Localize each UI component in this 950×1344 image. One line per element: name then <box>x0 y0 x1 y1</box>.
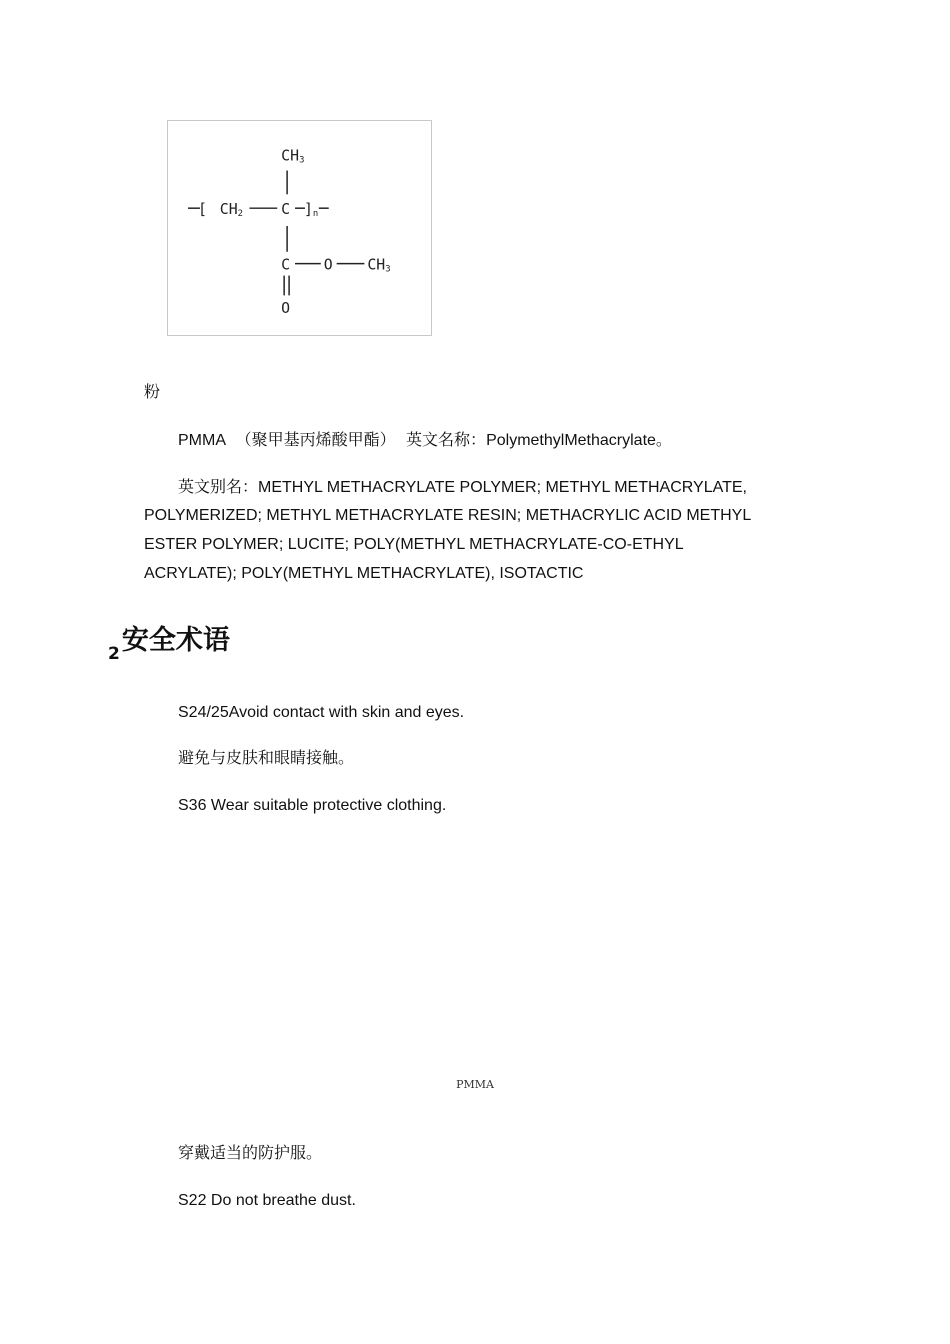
alias-text-1: METHYL METHACRYLATE POLYMER; METHYL METHACRYLATE, <box>258 479 747 496</box>
bracket-left: [ <box>197 200 207 219</box>
formula-o-double: O <box>281 299 291 318</box>
alias-line-2: POLYMERIZED; METHYL METHACRYLATE RESIN; METHACRYLIC ACID METHYL <box>144 507 752 524</box>
alias-line-4: ACRYLATE); POLY(METHYL METHACRYLATE), ISOTACTIC <box>144 565 584 582</box>
name-line <box>178 425 672 455</box>
safety-s22-en: S22 Do not breathe dust. <box>178 1192 356 1209</box>
alias-line-3: ESTER POLYMER; LUCITE; POLY(METHYL METHACRYLATE-CO-ETHYL <box>144 536 684 553</box>
section-heading <box>108 618 230 664</box>
safety-s36-cn: 穿戴适当的防护服。 <box>178 1143 323 1162</box>
formula-n-subscript: n <box>312 209 319 220</box>
formula-c-center: C <box>281 200 291 219</box>
abbr: PMMA <box>178 432 226 449</box>
alias-label: 英文别名： <box>178 477 259 496</box>
alias-line-1 <box>178 472 747 502</box>
bracket-right: ] <box>303 200 313 219</box>
safety-s24-cn: 避免与皮肤和眼睛接触。 <box>178 748 355 767</box>
structural-formula-svg <box>168 121 431 335</box>
formula-ch3-right: CH3 <box>367 255 391 275</box>
page-footer: PMMA <box>456 1078 494 1091</box>
structural-formula-figure <box>167 120 432 336</box>
safety-s36-en: S36 Wear suitable protective clothing. <box>178 797 447 814</box>
formula-c-bottom: C <box>281 255 291 274</box>
intro-char: 粉 <box>144 382 161 401</box>
cn-name: （聚甲基丙烯酸甲酯） <box>235 430 396 449</box>
safety-s24-en: S24/25Avoid contact with skin and eyes. <box>178 704 465 721</box>
section-number: 2 <box>108 644 120 664</box>
section-title: 安全术语 <box>121 625 230 656</box>
en-label: 英文名称： <box>406 430 487 449</box>
en-name: PolymethylMethacrylate <box>486 432 656 449</box>
end-mark: 。 <box>655 430 672 449</box>
formula-ch2: CH2 <box>219 200 244 220</box>
formula-ch3-top: CH3 <box>281 146 305 166</box>
formula-o-ester: O <box>323 255 333 274</box>
